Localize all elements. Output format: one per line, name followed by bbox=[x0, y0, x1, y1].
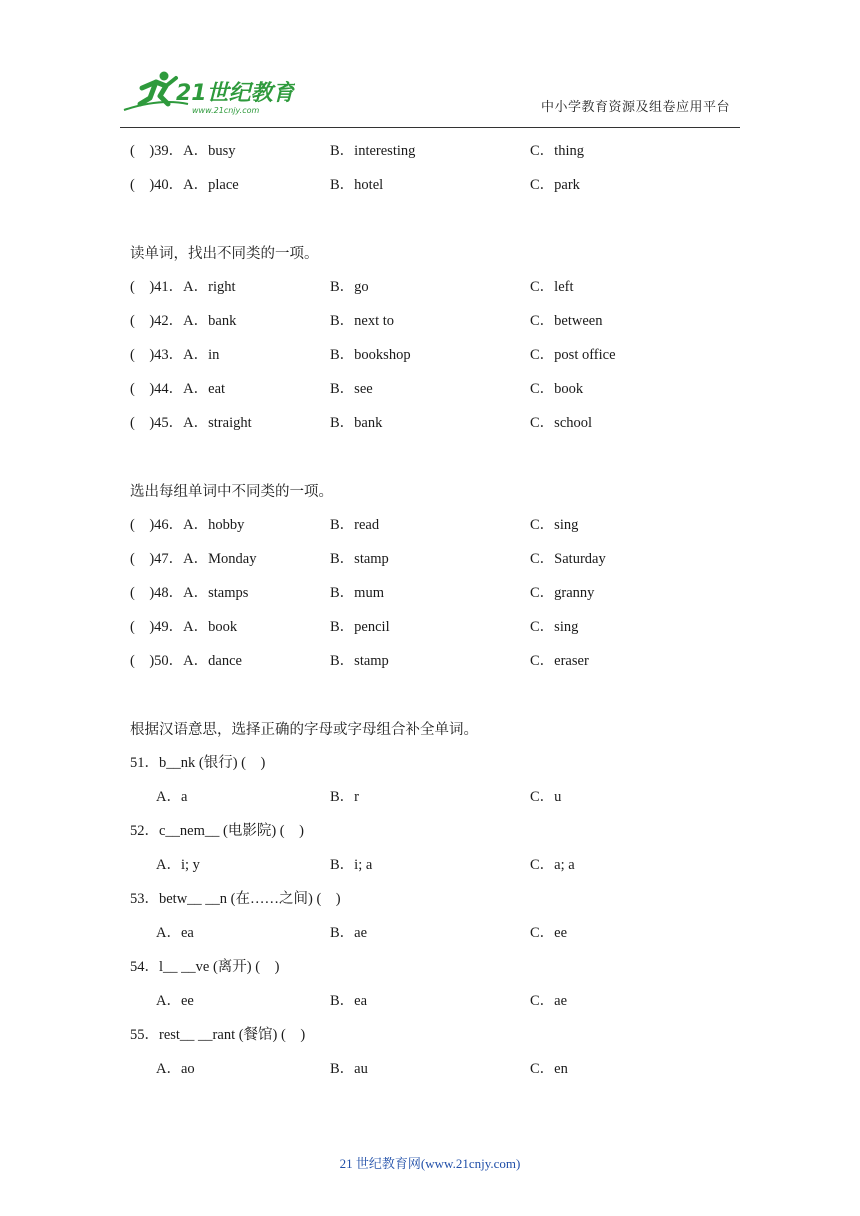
option-c: C．sing bbox=[530, 619, 579, 635]
option-c: C．school bbox=[530, 415, 593, 431]
question-text: ( )42．A．bank bbox=[130, 313, 237, 329]
option-c: C．en bbox=[530, 1061, 568, 1077]
options-row bbox=[130, 848, 750, 882]
question-text: ( )48．A．stamps bbox=[130, 585, 249, 601]
option-c: C．thing bbox=[530, 143, 584, 159]
options-row bbox=[130, 1052, 750, 1086]
option-a: A．ea bbox=[156, 925, 194, 941]
footer-text[interactable]: 21 世纪教育网(www.21cnjy.com) bbox=[339, 1156, 521, 1171]
question-text: 55．rest__ __rant (餐馆) ( ) bbox=[130, 1027, 306, 1043]
question-text: ( )39．A．busy bbox=[130, 143, 236, 159]
question-row bbox=[130, 576, 750, 610]
question-text: 54．l__ __ve (离开) ( ) bbox=[130, 959, 280, 975]
question-row bbox=[130, 270, 750, 304]
question-row bbox=[130, 610, 750, 644]
question-text: ( )47．A．Monday bbox=[130, 551, 257, 567]
option-b: B．hotel bbox=[330, 177, 384, 193]
question-row bbox=[130, 168, 750, 202]
question-row bbox=[130, 134, 750, 168]
option-b: B．read bbox=[330, 517, 380, 533]
header-divider bbox=[120, 127, 740, 128]
option-b: B．stamp bbox=[330, 551, 389, 567]
question-text: ( )49．A．book bbox=[130, 619, 238, 635]
question-stem bbox=[130, 746, 750, 780]
options-row bbox=[130, 780, 750, 814]
option-b: B．ea bbox=[330, 993, 368, 1009]
option-c: C．post office bbox=[530, 347, 616, 363]
question-row bbox=[130, 304, 750, 338]
option-a: A．ee bbox=[156, 993, 194, 1009]
option-c: C．a; a bbox=[530, 857, 575, 873]
question-stem bbox=[130, 1018, 750, 1052]
page-footer bbox=[0, 1153, 860, 1172]
question-row bbox=[130, 644, 750, 678]
logo-icon bbox=[120, 68, 295, 118]
question-text: ( )46．A．hobby bbox=[130, 517, 245, 533]
question-text: 53．betw__ __n (在……之间) ( ) bbox=[130, 891, 341, 907]
option-b: B．bank bbox=[330, 415, 383, 431]
question-text: 52．c__nem__ (电影院) ( ) bbox=[130, 823, 304, 839]
option-c: C．book bbox=[530, 381, 584, 397]
option-c: C．sing bbox=[530, 517, 579, 533]
option-c: C．ee bbox=[530, 925, 568, 941]
option-b: B．go bbox=[330, 279, 369, 295]
question-row bbox=[130, 406, 750, 440]
option-b: B．au bbox=[330, 1061, 368, 1077]
option-c: C．eraser bbox=[530, 653, 589, 669]
question-row bbox=[130, 542, 750, 576]
option-b: B．r bbox=[330, 789, 359, 805]
option-b: B．mum bbox=[330, 585, 384, 601]
option-b: B．stamp bbox=[330, 653, 389, 669]
option-a: A．ao bbox=[156, 1061, 195, 1077]
question-row bbox=[130, 508, 750, 542]
option-b: B．see bbox=[330, 381, 373, 397]
section-title-text: 读单词，找出不同类的一项。 bbox=[130, 246, 319, 262]
svg-text:www.21cnjy.com: www.21cnjy.com bbox=[192, 106, 260, 115]
option-c: C．between bbox=[530, 313, 603, 329]
question-text: 51．b__nk (银行) ( ) bbox=[130, 755, 266, 771]
question-text: ( )43．A．in bbox=[130, 347, 220, 363]
section-title bbox=[130, 236, 750, 270]
option-c: C．granny bbox=[530, 585, 595, 601]
question-stem bbox=[130, 814, 750, 848]
option-b: B．bookshop bbox=[330, 347, 411, 363]
section-title bbox=[130, 712, 750, 746]
options-row bbox=[130, 984, 750, 1018]
option-b: B．i; a bbox=[330, 857, 373, 873]
option-c: C．park bbox=[530, 177, 580, 193]
option-b: B．pencil bbox=[330, 619, 390, 635]
question-row bbox=[130, 372, 750, 406]
question-text: ( )50．A．dance bbox=[130, 653, 242, 669]
option-b: B．interesting bbox=[330, 143, 416, 159]
option-c: C．Saturday bbox=[530, 551, 606, 567]
option-c: C．left bbox=[530, 279, 574, 295]
question-stem bbox=[130, 882, 750, 916]
question-stem bbox=[130, 950, 750, 984]
question-text: ( )41．A．right bbox=[130, 279, 236, 295]
page-header bbox=[0, 0, 860, 130]
options-row bbox=[130, 916, 750, 950]
logo bbox=[120, 68, 295, 118]
header-platform-text: 中小学教育资源及组卷应用平台 bbox=[540, 100, 730, 115]
question-row bbox=[130, 338, 750, 372]
option-c: C．u bbox=[530, 789, 562, 805]
question-text: ( )45．A．straight bbox=[130, 415, 252, 431]
option-a: A．i; y bbox=[156, 857, 200, 873]
question-text: ( )44．A．eat bbox=[130, 381, 226, 397]
option-a: A．a bbox=[156, 789, 188, 805]
section-title-text: 选出每组单词中不同类的一项。 bbox=[130, 484, 333, 500]
section-title-text: 根据汉语意思，选择正确的字母或字母组合补全单词。 bbox=[130, 722, 478, 738]
question-text: ( )40．A．place bbox=[130, 177, 239, 193]
svg-text:21世纪教育: 21世纪教育 bbox=[176, 81, 295, 106]
option-c: C．ae bbox=[530, 993, 568, 1009]
section-title bbox=[130, 474, 750, 508]
option-b: B．ae bbox=[330, 925, 368, 941]
option-b: B．next to bbox=[330, 313, 395, 329]
worksheet-content bbox=[130, 134, 750, 1086]
